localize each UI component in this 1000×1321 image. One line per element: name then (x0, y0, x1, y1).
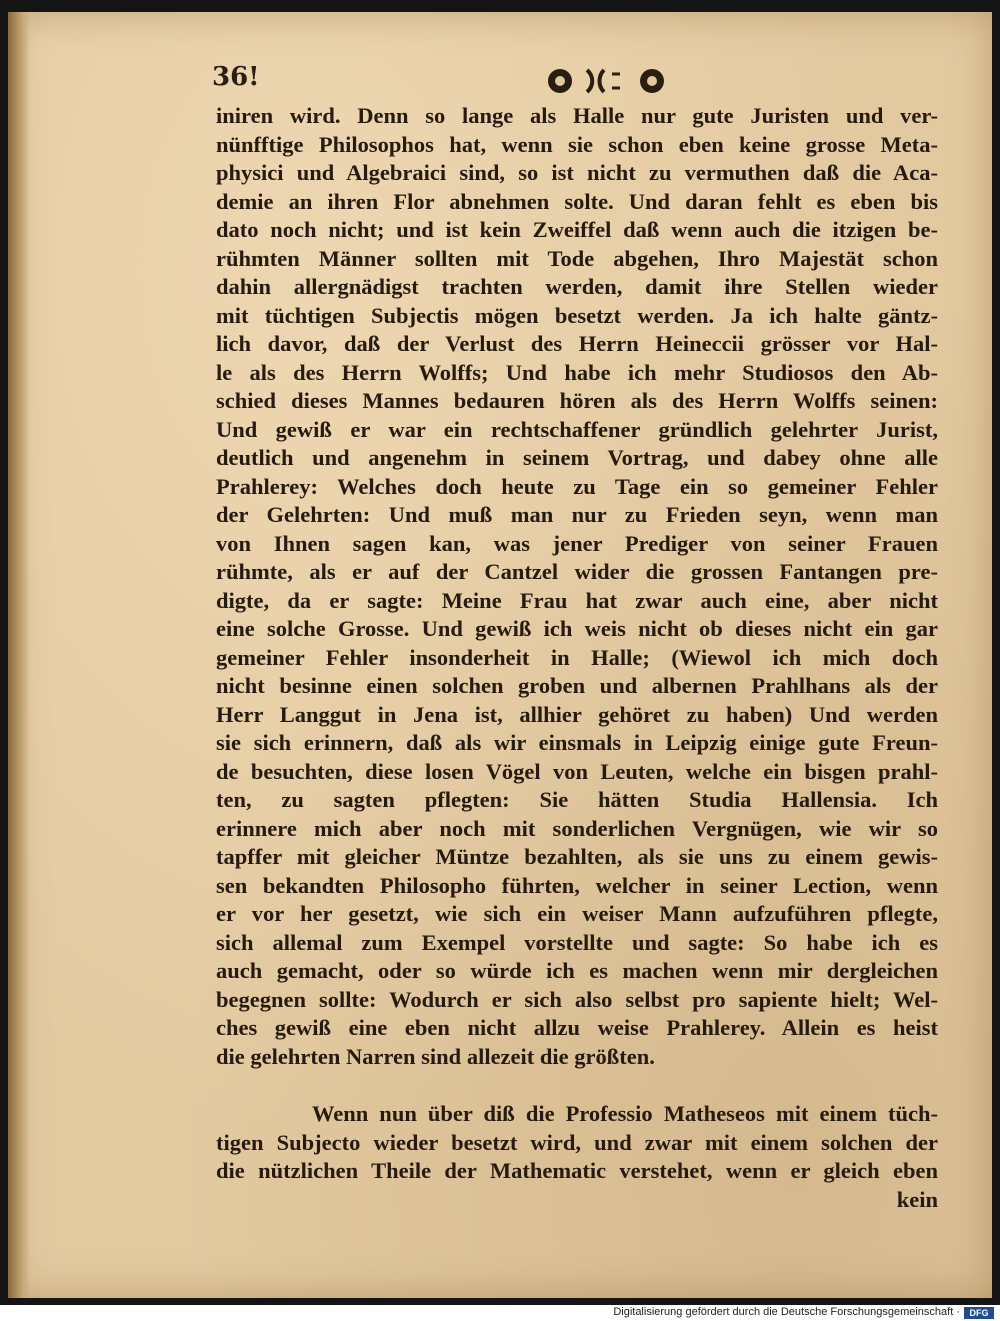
text-line: Herr Langgut in Jena ist, allhier gehöret zu haben) Und werden (216, 701, 938, 727)
text-line: digte, da er sagte: Meine Frau hat zwar auch eine, aber nicht (216, 587, 938, 613)
dfg-logo: DFG (964, 1307, 994, 1319)
text-line: iniren wird. Denn so lange als Halle nur gute Juristen und ver- (216, 103, 938, 128)
text-line: nicht besinne einen solchen groben und albernen Prahlhans als der (216, 673, 938, 698)
text-line: nünfftige Philosophos hat, wenn sie schon eben keine grosse Meta- (216, 131, 938, 157)
text-line: sie sich erinnern, daß als wir einsmals in Leipzig einige gute Freun- (216, 730, 938, 755)
page-edge-shadow (8, 12, 30, 1298)
text-line: physici und Algebraici sind, so ist nicht zu vermuthen daß die Aca- (216, 160, 938, 185)
catchword: kein (896, 1186, 938, 1212)
text-line: mit tüchtigen Subjectis mögen besetzt werden. Ja ich halte gäntz- (216, 302, 938, 328)
text-line: dahin allergnädigst trachten werden, damit ihre Stellen wieder (216, 274, 938, 299)
text-line: rühmten Männer sollten mit Tode abgehen, Ihro Majestät schon (216, 245, 938, 271)
printers-ornament-icon (542, 66, 672, 96)
text-line: de besuchten, diese losen Vögel von Leuten, welche ein bisgen prahl- (216, 758, 938, 784)
footer-bar (0, 1305, 1000, 1321)
text-line: auch gemacht, oder so würde ich es machen wenn mir dergleichen (216, 958, 938, 983)
page-header (212, 62, 932, 102)
text-line: die gelehrten Narren sind allezeit die größten. (216, 1043, 655, 1069)
text-line: sich allemal zum Exempel vorstellte und sagte: So habe ich es (216, 929, 938, 955)
text-line: rühmte, als er auf der Cantzel wider die grossen Fantangen pre- (216, 559, 938, 584)
text-line: tigen Subjecto wieder besetzt wird, und zwar mit einem solchen der (216, 1129, 938, 1155)
text-line: Prahlerey: Welches doch heute zu Tage ein so gemeiner Fehler (216, 473, 938, 499)
text-line: gemeiner Fehler insonderheit in Halle; (Wiewol ich mich doch (216, 644, 938, 670)
text-line: lich davor, daß der Verlust des Herrn Heineccii grösser vor Hal- (216, 331, 938, 356)
funding-notice: Digitalisierung gefördert durch die Deutsche Forschungsgemeinschaft · (613, 1306, 960, 1318)
text-line: deutlich und angenehm in seinem Vortrag, und dabey ohne alle (216, 445, 938, 470)
paragraph-gap (216, 1071, 938, 1100)
text-line: begegnen sollte: Wodurch er sich also selbst pro sapiente hielt; Wel- (216, 986, 938, 1012)
text-line: le als des Herrn Wolffs; Und habe ich mehr Studiosos den Ab- (216, 359, 938, 385)
text-line: ches gewiß eine eben nicht allzu weise Prahlerey. Allein es heist (216, 1015, 938, 1040)
text-line: schied dieses Mannes bedauren hören als des Herrn Wolffs seinen: (216, 388, 938, 413)
text-line: Wenn nun über diß die Professio Matheseos mit einem tüch- (312, 1101, 938, 1126)
text-line: ten, zu sagten pflegten: Sie hätten Studia Hallensia. Ich (216, 787, 938, 812)
text-line: die nützlichen Theile der Mathematic verstehet, wenn er gleich eben (216, 1158, 938, 1183)
text-line: tapffer mit gleicher Müntze bezahlten, als sie uns zu einem gewis- (216, 844, 938, 869)
text-line: von Ihnen sagen kan, was jener Prediger von seiner Frauen (216, 530, 938, 556)
text-line: dato noch nicht; und ist kein Zweiffel daß wenn auch die itzigen be- (216, 217, 938, 242)
text-line: der Gelehrten: Und muß man nur zu Frieden seyn, wenn man (216, 502, 938, 527)
text-line: erinnere mich aber noch mit sonderlichen Vergnügen, wie wir so (216, 815, 938, 841)
page-body (216, 102, 938, 1214)
page-number: 36! (212, 62, 260, 92)
text-line: demie an ihren Flor abnehmen solte. Und daran fehlt es eben bis (216, 188, 938, 214)
text-line: Und gewiß er war ein rechtschaffener gründlich gelehrter Jurist, (216, 416, 938, 442)
text-line: eine solche Grosse. Und gewiß ich weis nicht ob dieses nicht ein gar (216, 616, 938, 641)
text-line: sen bekandten Philosopho führten, welcher in seiner Lection, wenn (216, 872, 938, 898)
text-line: er vor her gesetzt, wie sich ein weiser Mann aufzuführen pflegte, (216, 901, 938, 926)
